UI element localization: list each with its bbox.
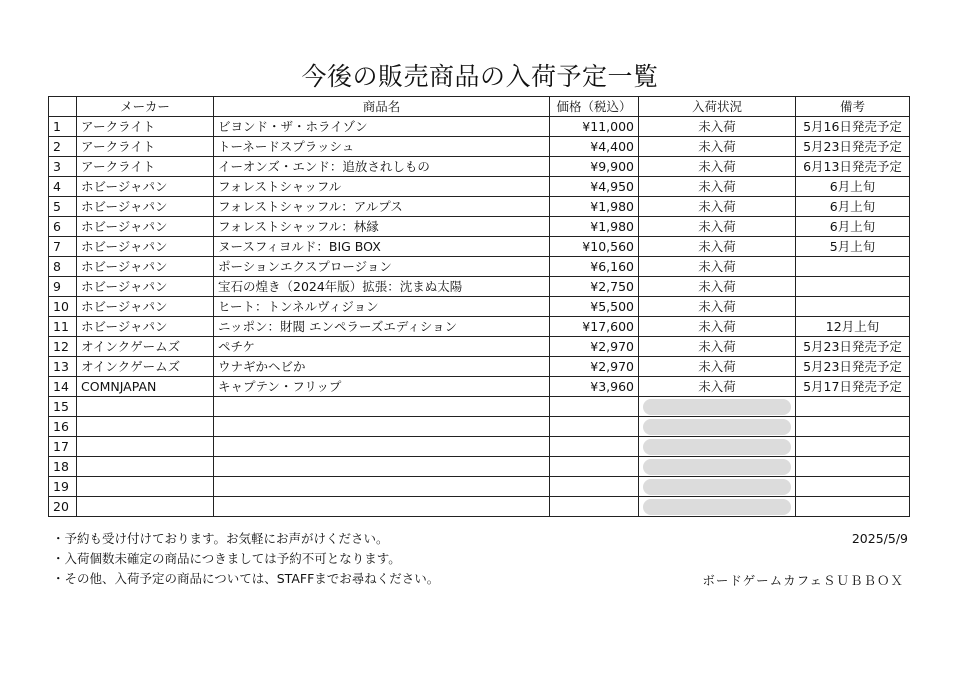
note-cell bbox=[796, 277, 910, 297]
product-cell: ニッポン：財閥 エンペラーズエディション bbox=[214, 317, 550, 337]
status-cell: 未入荷 bbox=[639, 197, 796, 217]
note-cell: 6月13日発売予定 bbox=[796, 157, 910, 177]
row-number: 9 bbox=[49, 277, 77, 297]
arrival-table bbox=[48, 96, 910, 517]
row-number: 12 bbox=[49, 337, 77, 357]
maker-cell: オインクゲームズ bbox=[77, 357, 214, 377]
table-row bbox=[49, 277, 910, 297]
status-cell: 未入荷 bbox=[639, 217, 796, 237]
status-cell: 未入荷 bbox=[639, 117, 796, 137]
row-number: 10 bbox=[49, 297, 77, 317]
price-cell: ¥5,500 bbox=[550, 297, 639, 317]
col-header-no bbox=[49, 97, 77, 117]
product-cell: トーネードスプラッシュ bbox=[214, 137, 550, 157]
note-cell: 5月23日発売予定 bbox=[796, 137, 910, 157]
maker-cell: ホビージャパン bbox=[77, 217, 214, 237]
status-cell bbox=[639, 437, 796, 457]
status-cell: 未入荷 bbox=[639, 257, 796, 277]
status-cell bbox=[639, 457, 796, 477]
table-row bbox=[49, 477, 910, 497]
status-placeholder bbox=[643, 439, 791, 455]
status-cell bbox=[639, 397, 796, 417]
price-cell: ¥6,160 bbox=[550, 257, 639, 277]
table-row bbox=[49, 457, 910, 477]
product-cell: ポーションエクスプロージョン bbox=[214, 257, 550, 277]
row-number: 18 bbox=[49, 457, 77, 477]
maker-cell: アークライト bbox=[77, 117, 214, 137]
product-cell: キャプテン・フリップ bbox=[214, 377, 550, 397]
maker-cell: ホビージャパン bbox=[77, 177, 214, 197]
price-cell bbox=[550, 457, 639, 477]
maker-cell: アークライト bbox=[77, 157, 214, 177]
product-cell: フォレストシャッフル：林縁 bbox=[214, 217, 550, 237]
table-row bbox=[49, 437, 910, 457]
price-cell: ¥3,960 bbox=[550, 377, 639, 397]
product-cell bbox=[214, 457, 550, 477]
row-number: 4 bbox=[49, 177, 77, 197]
table-row bbox=[49, 397, 910, 417]
table-row bbox=[49, 317, 910, 337]
note-cell bbox=[796, 397, 910, 417]
price-cell: ¥9,900 bbox=[550, 157, 639, 177]
note-cell: 5月16日発売予定 bbox=[796, 117, 910, 137]
row-number: 15 bbox=[49, 397, 77, 417]
price-cell: ¥11,000 bbox=[550, 117, 639, 137]
product-cell: ペチケ bbox=[214, 337, 550, 357]
table-row bbox=[49, 137, 910, 157]
product-cell: ヒート：トンネルヴィジョン bbox=[214, 297, 550, 317]
note-cell bbox=[796, 477, 910, 497]
note-unconfirmed: ・入荷個数未確定の商品につきましては予約不可となります。 bbox=[52, 551, 401, 566]
product-cell bbox=[214, 417, 550, 437]
status-placeholder bbox=[643, 479, 791, 495]
col-header-price: 価格（税込） bbox=[550, 97, 639, 117]
note-cell bbox=[796, 497, 910, 517]
status-cell: 未入荷 bbox=[639, 337, 796, 357]
status-placeholder bbox=[643, 419, 791, 435]
col-header-note: 備考 bbox=[796, 97, 910, 117]
maker-cell: オインクゲームズ bbox=[77, 337, 214, 357]
note-cell: 6月上旬 bbox=[796, 217, 910, 237]
product-cell bbox=[214, 397, 550, 417]
status-cell: 未入荷 bbox=[639, 317, 796, 337]
status-cell: 未入荷 bbox=[639, 177, 796, 197]
price-cell: ¥2,970 bbox=[550, 337, 639, 357]
status-cell: 未入荷 bbox=[639, 377, 796, 397]
maker-cell bbox=[77, 457, 214, 477]
status-placeholder bbox=[643, 399, 791, 415]
table-row bbox=[49, 417, 910, 437]
table-row bbox=[49, 197, 910, 217]
price-cell bbox=[550, 397, 639, 417]
table-row bbox=[49, 157, 910, 177]
status-cell: 未入荷 bbox=[639, 297, 796, 317]
row-number: 19 bbox=[49, 477, 77, 497]
table-row bbox=[49, 177, 910, 197]
table-row bbox=[49, 297, 910, 317]
table-row bbox=[49, 237, 910, 257]
price-cell: ¥2,970 bbox=[550, 357, 639, 377]
price-cell bbox=[550, 477, 639, 497]
product-cell: ウナギかヘビか bbox=[214, 357, 550, 377]
table-row bbox=[49, 337, 910, 357]
price-cell: ¥1,980 bbox=[550, 197, 639, 217]
list-date: 2025/5/9 bbox=[851, 531, 908, 546]
price-cell: ¥4,400 bbox=[550, 137, 639, 157]
maker-cell bbox=[77, 477, 214, 497]
maker-cell: COMNJAPAN bbox=[77, 377, 214, 397]
product-cell: ヌースフィヨルド：BIG BOX bbox=[214, 237, 550, 257]
note-cell bbox=[796, 297, 910, 317]
page-title: 今後の販売商品の入荷予定一覧 bbox=[301, 62, 659, 91]
col-header-maker: メーカー bbox=[77, 97, 214, 117]
product-cell: 宝石の煌き（2024年版）拡張：沈まぬ太陽 bbox=[214, 277, 550, 297]
status-cell: 未入荷 bbox=[639, 357, 796, 377]
maker-cell: ホビージャパン bbox=[77, 257, 214, 277]
row-number: 3 bbox=[49, 157, 77, 177]
row-number: 8 bbox=[49, 257, 77, 277]
maker-cell bbox=[77, 417, 214, 437]
maker-cell bbox=[77, 497, 214, 517]
row-number: 14 bbox=[49, 377, 77, 397]
note-cell: 6月上旬 bbox=[796, 177, 910, 197]
row-number: 17 bbox=[49, 437, 77, 457]
price-cell: ¥17,600 bbox=[550, 317, 639, 337]
maker-cell bbox=[77, 397, 214, 417]
status-cell bbox=[639, 497, 796, 517]
note-contact-staff: ・その他、入荷予定の商品については、STAFFまでお尋ねください。 bbox=[52, 571, 440, 586]
row-number: 5 bbox=[49, 197, 77, 217]
row-number: 1 bbox=[49, 117, 77, 137]
maker-cell: ホビージャパン bbox=[77, 197, 214, 217]
product-cell: ビヨンド・ザ・ホライゾン bbox=[214, 117, 550, 137]
status-cell bbox=[639, 477, 796, 497]
maker-cell: ホビージャパン bbox=[77, 237, 214, 257]
status-cell: 未入荷 bbox=[639, 157, 796, 177]
product-cell bbox=[214, 477, 550, 497]
note-cell: 5月23日発売予定 bbox=[796, 337, 910, 357]
product-cell: フォレストシャッフル：アルプス bbox=[214, 197, 550, 217]
note-cell: 12月上旬 bbox=[796, 317, 910, 337]
note-reservation: ・予約も受け付けております。お気軽にお声がけください。 bbox=[52, 531, 389, 546]
table-row bbox=[49, 377, 910, 397]
table-body bbox=[49, 117, 910, 517]
maker-cell: ホビージャパン bbox=[77, 277, 214, 297]
note-cell bbox=[796, 437, 910, 457]
note-cell bbox=[796, 457, 910, 477]
note-cell: 5月17日発売予定 bbox=[796, 377, 910, 397]
status-cell bbox=[639, 417, 796, 437]
maker-cell: アークライト bbox=[77, 137, 214, 157]
note-cell bbox=[796, 257, 910, 277]
maker-cell: ホビージャパン bbox=[77, 317, 214, 337]
note-cell bbox=[796, 417, 910, 437]
price-cell: ¥10,560 bbox=[550, 237, 639, 257]
status-cell: 未入荷 bbox=[639, 277, 796, 297]
price-cell bbox=[550, 497, 639, 517]
table-row bbox=[49, 117, 910, 137]
shop-name: ボードゲームカフェＳＵＢＢＯＸ bbox=[702, 573, 904, 588]
row-number: 13 bbox=[49, 357, 77, 377]
table-row bbox=[49, 257, 910, 277]
maker-cell bbox=[77, 437, 214, 457]
price-cell: ¥4,950 bbox=[550, 177, 639, 197]
row-number: 2 bbox=[49, 137, 77, 157]
product-cell: フォレストシャッフル bbox=[214, 177, 550, 197]
row-number: 16 bbox=[49, 417, 77, 437]
table-row bbox=[49, 497, 910, 517]
status-placeholder bbox=[643, 459, 791, 475]
product-cell bbox=[214, 437, 550, 457]
col-header-product: 商品名 bbox=[214, 97, 550, 117]
row-number: 7 bbox=[49, 237, 77, 257]
note-cell: 5月23日発売予定 bbox=[796, 357, 910, 377]
note-cell: 5月上旬 bbox=[796, 237, 910, 257]
product-cell bbox=[214, 497, 550, 517]
price-cell bbox=[550, 417, 639, 437]
col-header-status: 入荷状況 bbox=[639, 97, 796, 117]
row-number: 6 bbox=[49, 217, 77, 237]
table-row bbox=[49, 357, 910, 377]
product-cell: イーオンズ・エンド：追放されしもの bbox=[214, 157, 550, 177]
price-cell: ¥2,750 bbox=[550, 277, 639, 297]
status-cell: 未入荷 bbox=[639, 137, 796, 157]
table-row bbox=[49, 217, 910, 237]
row-number: 11 bbox=[49, 317, 77, 337]
note-cell: 6月上旬 bbox=[796, 197, 910, 217]
row-number: 20 bbox=[49, 497, 77, 517]
status-placeholder bbox=[643, 499, 791, 515]
table-header-row bbox=[49, 97, 910, 117]
status-cell: 未入荷 bbox=[639, 237, 796, 257]
price-cell bbox=[550, 437, 639, 457]
maker-cell: ホビージャパン bbox=[77, 297, 214, 317]
price-cell: ¥1,980 bbox=[550, 217, 639, 237]
